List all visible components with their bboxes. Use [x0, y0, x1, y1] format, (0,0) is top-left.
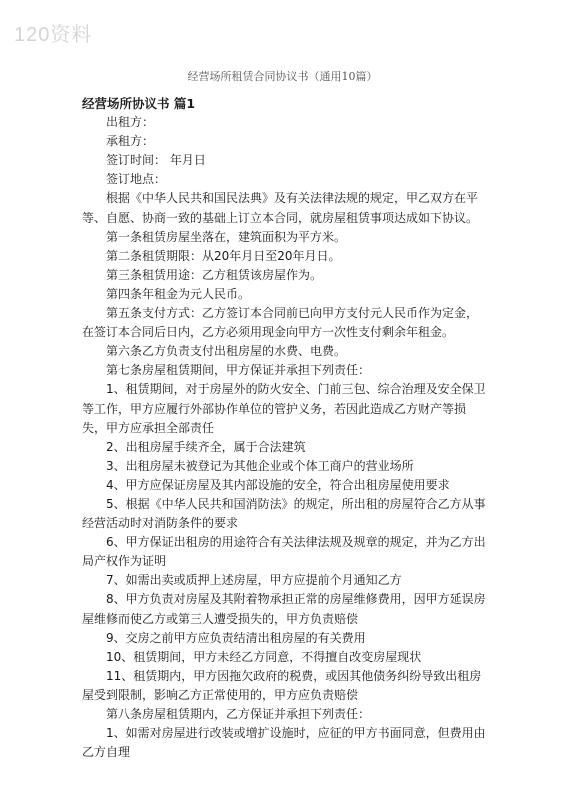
paragraph: 2、出租房屋手续齐全，属于合法建筑: [106, 439, 306, 454]
paragraph: 5、根据《中华人民共和国消防法》的规定，所出租的房屋符合乙方从事经营活动时对消防条件的要求: [82, 496, 486, 531]
paragraph: 第二条租赁期限：从20年月日至20年月日。: [106, 248, 341, 263]
paragraph: 签订地点：: [106, 172, 167, 187]
document-body: [82, 94, 488, 762]
paragraph: 第一条租赁房屋坐落在，建筑面积为平方米。: [106, 229, 347, 244]
section-heading: 经营场所协议书 篇1: [82, 96, 196, 111]
document-title: 经营场所租赁合同协议书（通用10篇）: [187, 70, 378, 83]
paragraph: 1、租赁期间，对于房屋外的防火安全、门前三包、综合治理及安全保卫等工作，甲方应履行外部协作单位的管护义务，若因此造成乙方财产等损失，甲方应承担全部责任: [82, 382, 486, 435]
paragraph: 8、甲方负责对房屋及其附着物承担正常的房屋维修费用，因甲方延误房屋维修而使乙方或第三人遭受损失的，甲方负责赔偿: [82, 592, 486, 626]
paragraph: 第六条乙方负责支付出租房屋的水费、电费。: [106, 344, 347, 359]
paragraph: 6、甲方保证出租房的用途符合有关法律法规及规章的规定，并为乙方出局产权作为证明: [82, 535, 486, 569]
paragraph: 根据《中华人民共和国民法典》及有关法律法规的规定，甲乙双方在平等、自愿、协商一致的基础上订立本合同，就房屋租赁事项达成如下协议。: [82, 191, 479, 225]
watermark-logo: 120资料: [14, 24, 93, 46]
paragraph: 承租方：: [106, 134, 155, 149]
paragraph: 7、如需出卖或质押上述房屋，甲方应提前个月通知乙方: [106, 573, 402, 588]
paragraph: 第五条支付方式：乙方签订本合同前已向甲方支付元人民币作为定金，在签订本合同后日内，乙方必须用现金向甲方一次性支付剩余年租金。: [82, 306, 479, 340]
paragraph: 出租方：: [106, 115, 155, 130]
paragraph: 1、如需对房屋进行改装或增扩设施时，应征的甲方书面同意，但费用由乙方自理: [82, 726, 486, 760]
paragraph: 4、甲方应保证房屋及其内部设施的安全，符合出租房屋使用要求: [106, 477, 450, 492]
paragraph-list: [82, 113, 488, 762]
paragraph: 9、交房之前甲方应负责结清出租房屋的有关费用: [106, 630, 366, 645]
paragraph: 3、出租房屋未被登记为其他企业或个体工商户的营业场所: [106, 458, 414, 473]
paragraph: 11、租赁期内，甲方因拖欠政府的税费，或因其他债务纠纷导致出租房屋受到限制，影响乙方正常使用的，甲方应负责赔偿: [82, 668, 482, 702]
paragraph: 第八条房屋租赁期内，乙方保证并承担下列责任：: [106, 707, 371, 721]
paragraph: 10、租赁期间，甲方未经乙方同意，不得擅自改变房屋现状: [106, 649, 422, 664]
paragraph: 签订时间： 年月日: [106, 153, 206, 168]
paragraph: 第四条年租金为元人民币。: [106, 286, 251, 301]
paragraph: 第三条租赁用途：乙方租赁该房屋作为。: [106, 267, 323, 282]
paragraph: 第七条房屋租赁期间，甲方保证并承担下列责任：: [106, 363, 371, 378]
